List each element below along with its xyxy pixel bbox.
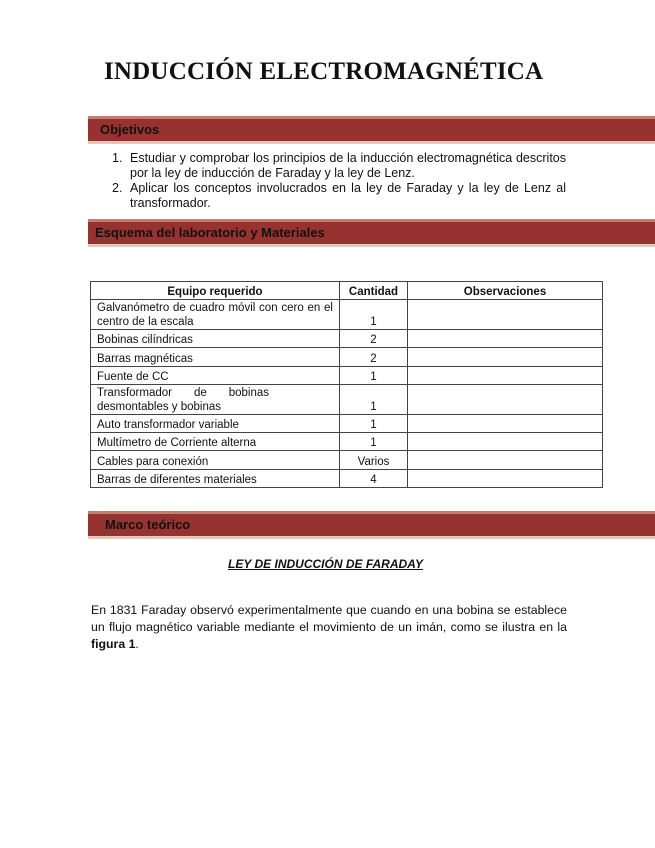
cell-observaciones <box>408 470 603 488</box>
table-row <box>91 348 603 367</box>
body-paragraph <box>91 602 567 653</box>
list-item-text: Estudiar y comprobar los principios de la inducción electromagnética descritos por la ley de inducción de Faraday y la ley de Lenz. <box>130 151 566 180</box>
list-number: 2. <box>112 181 123 195</box>
cell-equipo: Barras de diferentes materiales <box>91 470 340 488</box>
table-row <box>91 367 603 385</box>
table-row <box>91 470 603 488</box>
table-row <box>91 415 603 433</box>
list-item <box>106 151 566 181</box>
cell-cantidad: 2 <box>340 348 408 367</box>
cell-cantidad: 4 <box>340 470 408 488</box>
section-header-objetivos <box>88 116 655 141</box>
list-item <box>106 181 566 211</box>
equipment-table <box>90 281 603 488</box>
cell-observaciones <box>408 385 603 415</box>
cell-observaciones <box>408 451 603 470</box>
cell-equipo: Auto transformador variable <box>91 415 340 433</box>
cell-equipo: Galvanómetro de cuadro móvil con cero en el centro de la escala <box>91 300 340 330</box>
paragraph-text: En 1831 Faraday observó experimentalmente que cuando en una bobina se establece un flujo magnético variable mediante el movimiento de un imán, como se ilustra en la <box>91 603 567 634</box>
table-row <box>91 451 603 470</box>
page-title: INDUCCIÓN ELECTROMAGNÉTICA <box>104 58 544 85</box>
column-header-cantidad: Cantidad <box>340 282 408 300</box>
cell-observaciones <box>408 330 603 348</box>
cell-cantidad: 1 <box>340 415 408 433</box>
section-header-label: Objetivos <box>100 122 160 137</box>
table-row <box>91 330 603 348</box>
subheading <box>0 557 655 571</box>
cell-cantidad: 1 <box>340 300 408 330</box>
cell-cantidad: 1 <box>340 433 408 451</box>
objectives-list <box>106 151 566 211</box>
figure-reference: figura 1 <box>91 637 136 651</box>
column-header-equipo: Equipo requerido <box>91 282 340 300</box>
table-row <box>91 385 603 415</box>
section-header-marco-teorico <box>88 511 655 536</box>
cell-cantidad: 1 <box>340 385 408 415</box>
cell-observaciones <box>408 433 603 451</box>
section-header-label: Esquema del laboratorio y Materiales <box>95 225 325 240</box>
cell-cantidad: Varios <box>340 451 408 470</box>
cell-equipo: Cables para conexión <box>91 451 340 470</box>
list-item-text: Aplicar los conceptos involucrados en la ley de Faraday y la ley de Lenz al transformador. <box>130 181 566 210</box>
cell-equipo: Multímetro de Corriente alterna <box>91 433 340 451</box>
cell-cantidad: 1 <box>340 367 408 385</box>
cell-observaciones <box>408 348 603 367</box>
list-number: 1. <box>112 151 123 165</box>
subheading-text: LEY DE INDUCCIÓN DE FARADAY <box>228 557 423 571</box>
cell-equipo: Transformador de bobinas desmontables y bobinas <box>91 385 340 415</box>
paragraph-end: . <box>135 637 139 651</box>
cell-observaciones <box>408 367 603 385</box>
table-header-row <box>91 282 603 300</box>
cell-equipo: Fuente de CC <box>91 367 340 385</box>
cell-cantidad: 2 <box>340 330 408 348</box>
table-row <box>91 300 603 330</box>
table-row <box>91 433 603 451</box>
cell-observaciones <box>408 300 603 330</box>
cell-equipo: Bobinas cilíndricas <box>91 330 340 348</box>
section-header-label: Marco teórico <box>105 517 191 532</box>
cell-observaciones <box>408 415 603 433</box>
column-header-observaciones: Observaciones <box>408 282 603 300</box>
cell-equipo: Barras magnéticas <box>91 348 340 367</box>
section-header-esquema <box>88 219 655 244</box>
